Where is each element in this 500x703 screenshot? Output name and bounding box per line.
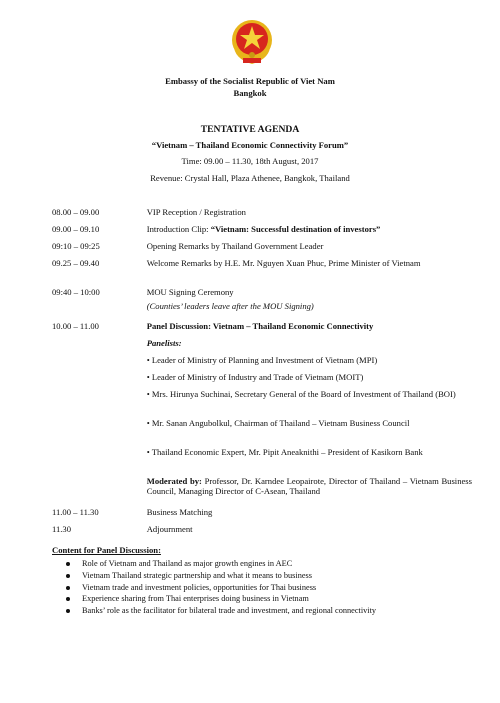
moderator-line: [147, 476, 472, 507]
list-item: [62, 582, 472, 594]
agenda-row: [52, 524, 472, 538]
agenda-time: 09:10 – 09:25: [52, 241, 100, 251]
list-item-text: Role of Vietnam and Thailand as major growth engines in AEC: [82, 559, 293, 568]
agenda-row: [52, 258, 472, 287]
agenda-time: 09.25 – 09.40: [52, 258, 100, 268]
panelist-item: • Mrs. Hirunya Suchinai, Secretary General of the Board of Investment of Thailand (BOI): [146, 389, 456, 399]
agenda-time: 09:40 – 10:00: [52, 287, 100, 297]
moderated-text: Professor, Dr. Karndee Leopairote, Director of Thailand – Vietnam Business Council, Managing Director of C-Asean, Thailand: [146, 476, 472, 496]
bullet-icon: [66, 574, 70, 578]
agenda-desc: VIP Reception / Registration: [146, 207, 246, 217]
national-emblem-icon: [230, 18, 274, 70]
document-title: TENTATIVE AGENDA: [200, 124, 300, 135]
list-item-text: Banks’ role as the facilitator for bilateral trade and investment, and regional connectivity: [82, 606, 377, 616]
content-list: [62, 558, 472, 617]
agenda-desc: Opening Remarks by Thailand Government Leader: [146, 241, 324, 251]
panel-block: [147, 321, 472, 507]
list-item-text: Experience sharing from Thai enterprises doing business in Vietnam: [82, 594, 309, 604]
agenda-desc: Welcome Remarks by H.E. Mr. Nguyen Xuan Phuc, Prime Minister of Vietnam: [146, 258, 421, 268]
bullet-icon: [66, 562, 70, 566]
bullet-icon: [66, 609, 70, 613]
panelist-item: • Leader of Ministry of Planning and Investment of Vietnam (MPI): [146, 355, 378, 365]
agenda-row: [52, 287, 472, 321]
list-item: [62, 558, 472, 570]
agenda-desc: Panel Discussion: Vietnam – Thailand Economic Connectivity: [146, 321, 374, 331]
agenda-time: 11.00 – 11.30: [52, 507, 99, 517]
bullet-icon: [66, 597, 70, 601]
agenda-desc-prefix: Introduction Clip:: [146, 224, 211, 234]
agenda-desc: [147, 224, 472, 241]
bullet-icon: [66, 586, 70, 590]
list-item: [62, 593, 472, 605]
agenda-desc: Business Matching: [146, 507, 213, 517]
event-name: “Vietnam – Thailand Economic Connectivity Forum”: [151, 140, 349, 150]
agenda-row: [52, 507, 472, 524]
panelist-item: • Mr. Sanan Angubolkul, Chairman of Thailand – Vietnam Business Council: [146, 418, 410, 428]
agenda-desc-clip-title: “Vietnam: Successful destination of investors”: [210, 224, 381, 234]
list-item: [62, 605, 472, 617]
agenda-row: [52, 207, 472, 224]
agenda-time: 10.00 – 11.00: [52, 321, 99, 331]
agenda-desc-block: [147, 287, 472, 321]
agenda-time: 09.00 – 09.10: [52, 224, 100, 234]
panelists-label: Panelists:: [146, 338, 182, 348]
embassy-city: Bangkok: [233, 88, 267, 98]
event-time: Time: 09.00 – 11.30, 18th August, 2017: [181, 156, 319, 166]
embassy-name: Embassy of the Socialist Republic of Viet Nam: [165, 76, 335, 86]
agenda-desc: MOU Signing Ceremony: [146, 287, 234, 297]
agenda-row-panel: [52, 321, 472, 507]
agenda-row: [52, 224, 472, 241]
event-venue: Revenue: Crystal Hall, Plaza Athenee, Bangkok, Thailand: [150, 173, 350, 183]
panelist-item: • Leader of Ministry of Industry and Trade of Vietnam (MOIT): [146, 372, 364, 382]
moderated-label: Moderated by:: [146, 476, 202, 486]
agenda-time: 08.00 – 09.00: [52, 207, 100, 217]
content-section-title: Content for Panel Discussion:: [52, 545, 161, 555]
agenda-row: [52, 241, 472, 258]
list-item-text: Vietnam trade and investment policies, opportunities for Thai business: [82, 582, 317, 592]
agenda-note: (Counties’ leaders leave after the MOU Signing): [146, 301, 314, 311]
list-item: [62, 570, 472, 582]
panelist-item: • Thailand Economic Expert, Mr. Pipit Aneaknithi – President of Kasikorn Bank: [146, 447, 423, 457]
agenda-time: 11.30: [52, 524, 72, 534]
agenda-desc: Adjournment: [146, 524, 193, 534]
agenda-table: [52, 207, 472, 538]
list-item-text: Vietnam Thailand strategic partnership and what it means to business: [82, 570, 312, 580]
